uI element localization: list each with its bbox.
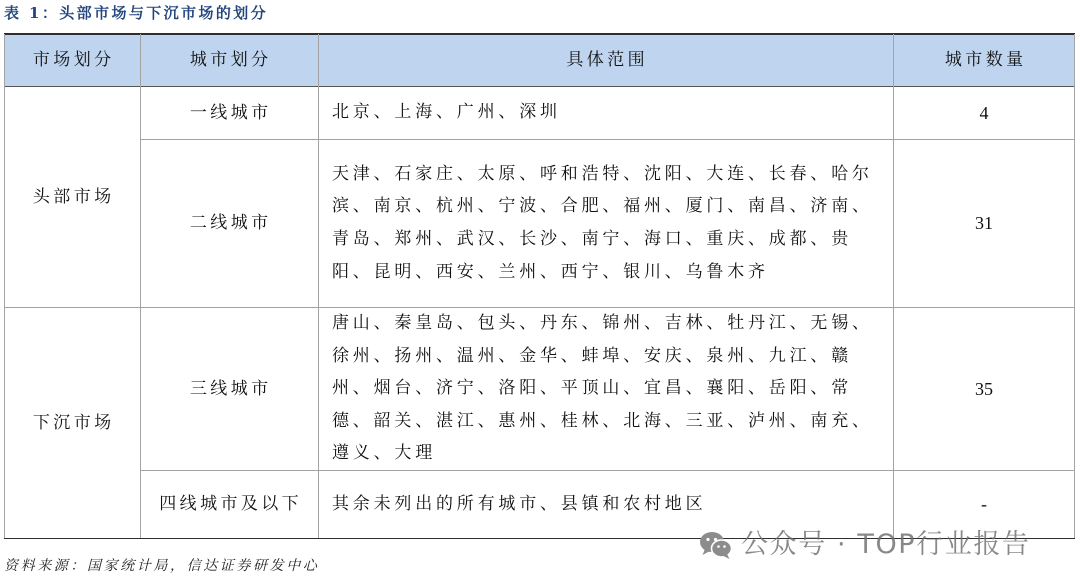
group-divider: [4, 307, 1075, 308]
tier-label: 一线城市: [189, 102, 272, 123]
header-label: 城市数量: [944, 50, 1027, 70]
range-line: 天津、石家庄、太原、呼和浩特、沈阳、大连、长春、哈尔: [332, 163, 873, 184]
header-label: 具体范围: [566, 50, 648, 70]
column-divider: [893, 34, 894, 538]
header-cell-range: [318, 34, 893, 86]
wechat-icon: [699, 530, 741, 560]
count-cell: [893, 470, 1075, 538]
tier-label: 三线城市: [189, 378, 272, 399]
range-line: 德、韶关、湛江、惠州、桂林、北海、三亚、泸州、南充、: [332, 410, 873, 431]
market-label: 下沉市场: [32, 412, 115, 433]
table-border-top: [4, 33, 1075, 35]
source-note: 资料来源：国家统计局，信达证券研发中心: [4, 558, 320, 574]
city-count: -: [981, 494, 987, 514]
range-line: 遵义、大理: [332, 443, 436, 464]
tier-cell: [140, 86, 318, 139]
count-cell: [893, 86, 1075, 139]
header-divider: [4, 86, 1075, 87]
range-line: 唐山、秦皇岛、包头、丹东、锦州、吉林、牡丹江、无锡、: [332, 313, 873, 334]
tier-label: 二线城市: [189, 213, 272, 233]
column-divider-outer-left: [4, 34, 5, 538]
watermark: [699, 529, 1031, 561]
city-count: 31: [975, 213, 993, 233]
row-divider: [140, 139, 1075, 140]
range-line: 徐州、扬州、温州、金华、蚌埠、安庆、泉州、九江、赣: [332, 345, 852, 366]
range-cell: [318, 307, 893, 470]
range-line: 州、烟台、济宁、洛阳、平顶山、宜昌、襄阳、岳阳、常: [332, 378, 852, 399]
city-count: 35: [975, 378, 993, 399]
tier-cell: [140, 470, 318, 538]
table-caption: 表 1：头部市场与下沉市场的划分: [4, 4, 269, 22]
tier-cell: [140, 139, 318, 307]
range-cell: [318, 86, 893, 139]
column-divider: [318, 34, 319, 538]
header-cell-tier: [140, 34, 318, 86]
range-cell: [318, 139, 893, 307]
row-divider: [140, 470, 1075, 471]
header-cell-market: [4, 34, 140, 86]
header-cell-count: [893, 34, 1075, 86]
range-line: 滨、南京、杭州、宁波、合肥、福州、厦门、南昌、济南、: [332, 196, 873, 217]
column-divider: [140, 34, 141, 538]
tier-label: 四线城市及以下: [159, 494, 303, 514]
header-label: 城市划分: [189, 50, 272, 70]
tier-cell: [140, 307, 318, 470]
range-line: 青岛、郑州、武汉、长沙、南宁、海口、重庆、成都、贵: [332, 229, 852, 249]
column-divider-outer-right: [1074, 34, 1075, 538]
market-label: 头部市场: [32, 186, 115, 207]
range-line: 北京、上海、广州、深圳: [332, 102, 561, 123]
range-line: 其余未列出的所有城市、县镇和农村地区: [332, 493, 707, 514]
header-label: 市场划分: [32, 50, 115, 70]
market-cell-sinking: [4, 307, 140, 538]
count-cell: [893, 307, 1075, 470]
market-cell-head: [4, 86, 140, 307]
range-line: 阳、昆明、西安、兰州、西宁、银川、乌鲁木齐: [332, 261, 769, 282]
count-cell: [893, 139, 1075, 307]
range-cell: [318, 470, 893, 538]
watermark-text: 公众号 · TOP行业报告: [741, 529, 1031, 560]
city-count: 4: [979, 102, 989, 123]
